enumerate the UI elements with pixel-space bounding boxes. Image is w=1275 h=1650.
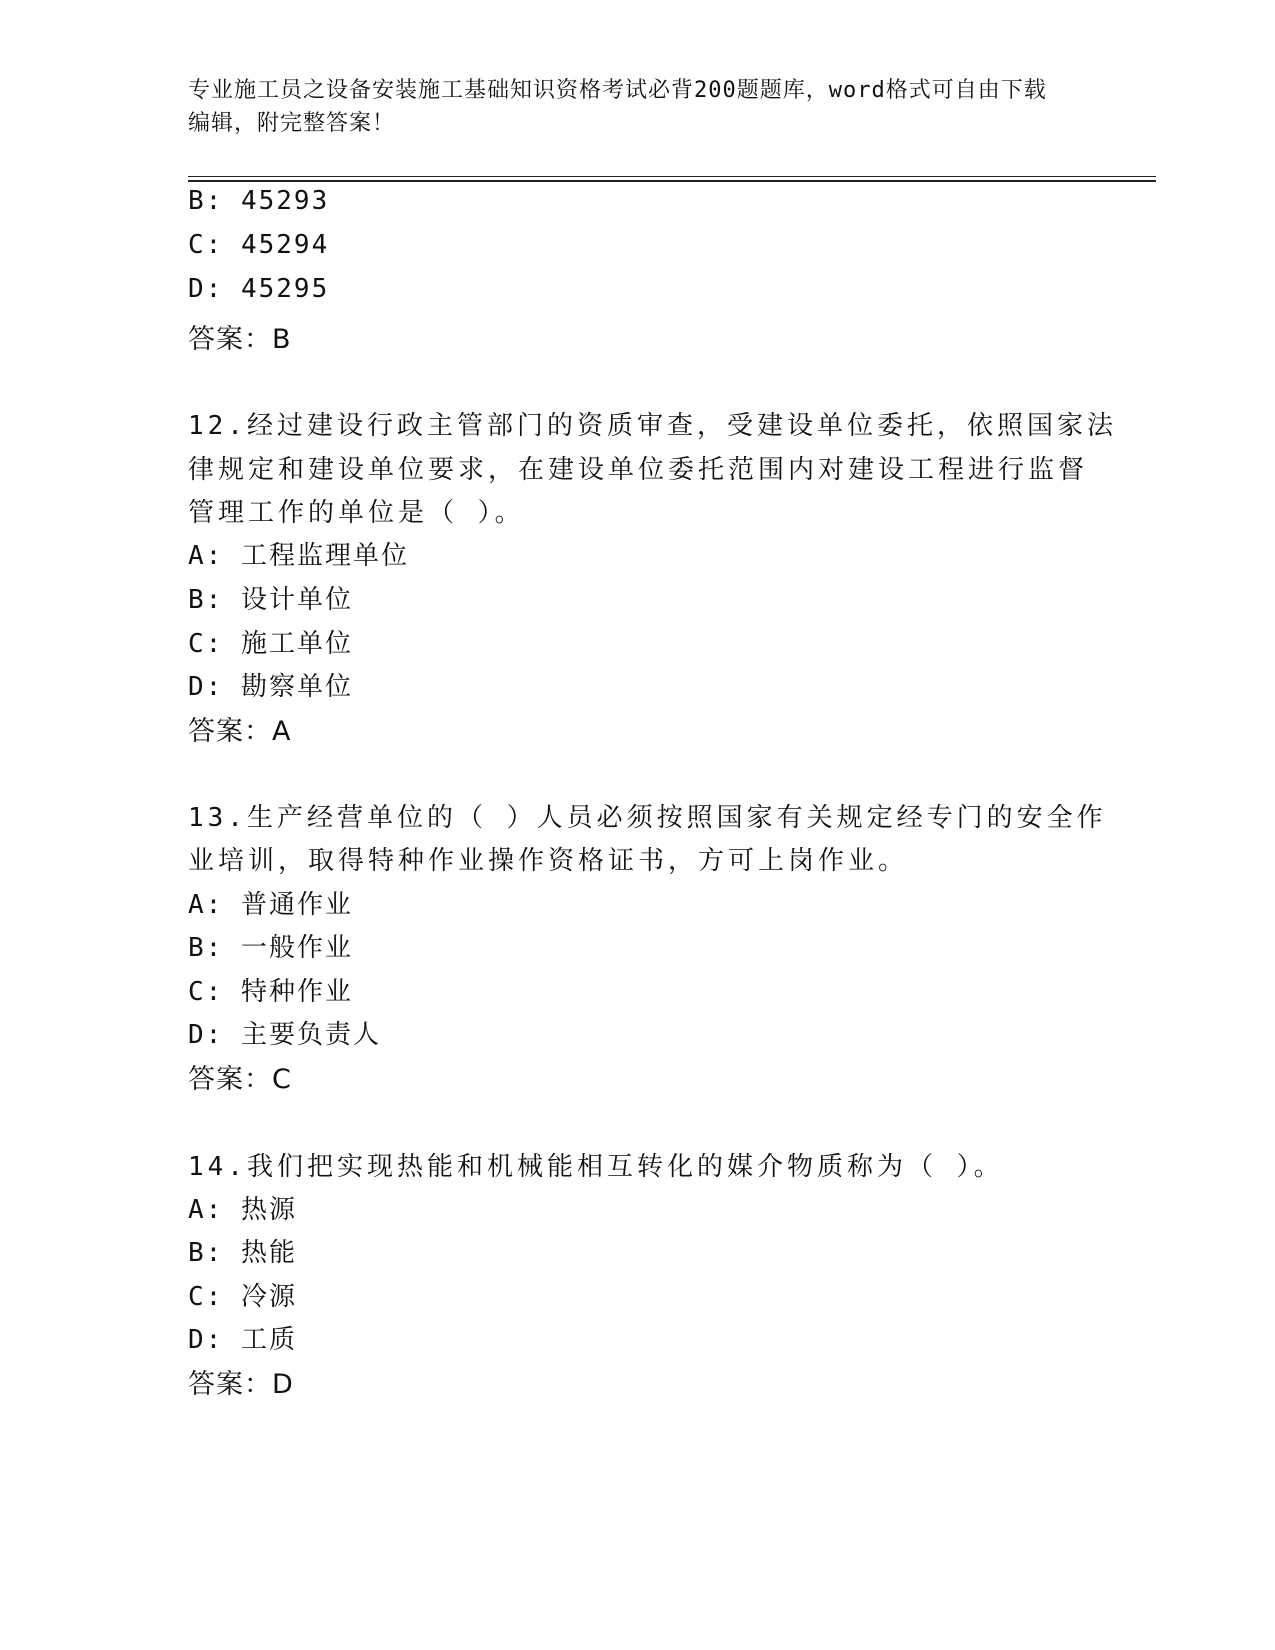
answer-line: 答案：A [188,716,292,747]
document-header: 专业施工员之设备安装施工基础知识资格考试必背200题题库，word格式可自由下载编辑，附完整答案！ [188,78,1047,136]
question-text-line: 13.生产经营单位的（ ）人员必须按照国家有关规定经专门的安全作 [188,803,1107,833]
option-a: A: 热源 [188,1195,297,1225]
option-d: D: 45295 [188,274,330,304]
option-c: C: 特种作业 [188,977,353,1007]
question-text-line: 律规定和建设单位要求，在建设单位委托范围内对建设工程进行监督 [188,455,1089,485]
option-c: C: 冷源 [188,1282,297,1312]
option-c: C: 45294 [188,230,330,260]
question-text-line: 管理工作的单位是（ ）。 [188,498,525,528]
header-divider-thin [188,176,1156,177]
option-b: B: 热能 [188,1238,297,1268]
answer-line: 答案：B [188,324,292,355]
answer-line: 答案：C [188,1064,292,1095]
option-a: A: 工程监理单位 [188,541,409,571]
option-b: B: 设计单位 [188,585,353,615]
option-a: A: 普通作业 [188,890,353,920]
option-b: B: 45293 [188,186,330,216]
option-b: B: 一般作业 [188,933,353,963]
answer-line: 答案：D [188,1369,294,1400]
question-text-line: 12.经过建设行政主管部门的资质审查，受建设单位委托，依照国家法 [188,411,1117,441]
option-d: D: 勘察单位 [188,672,353,702]
question-text-line: 14.我们把实现热能和机械能相互转化的媒介物质称为（ ）。 [188,1152,1004,1182]
option-d: D: 主要负责人 [188,1020,381,1050]
option-c: C: 施工单位 [188,629,353,659]
question-text-line: 业培训，取得特种作业操作资格证书，方可上岗作业。 [188,846,909,876]
option-d: D: 工质 [188,1325,297,1355]
header-divider-thick [188,180,1156,182]
